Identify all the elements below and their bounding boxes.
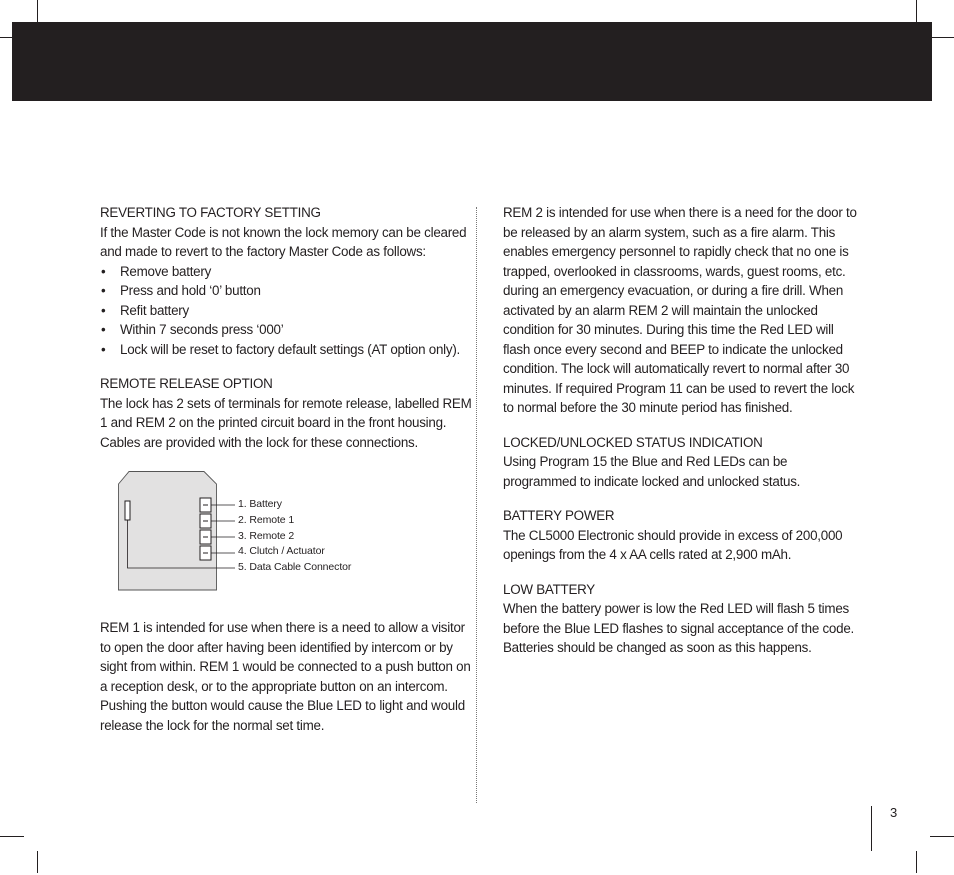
crop-mark (0, 836, 24, 837)
diagram-label: 2. Remote 1 (238, 513, 295, 526)
paragraph: The lock has 2 sets of terminals for remote release, labelled REM 1 and REM 2 on the printed circuit board in the front housing. Cables are provided with the lock for these connections. (100, 395, 472, 450)
rem2-section (503, 203, 859, 418)
column-divider (476, 207, 477, 803)
rem1-label: REM 1 (100, 620, 140, 635)
right-column (503, 203, 859, 673)
remote-section (100, 374, 472, 452)
crop-mark (930, 836, 954, 837)
diagram-label: 5. Data Cable Connector (238, 561, 352, 574)
list-item: • Lock will be reset to factory default settings (AT option only). (100, 340, 472, 360)
page-number: 3 (890, 805, 898, 820)
list-item: • Refit battery (100, 301, 472, 321)
section-heading: BATTERY POWER (503, 508, 615, 523)
paragraph: When the battery power is low the Red LED will flash 5 times before the Blue LED flashes to signal acceptance of the code. Batteries should be changed as soon as this happens. (503, 601, 854, 655)
battery-section (503, 506, 859, 565)
crop-mark (37, 851, 38, 873)
rem2-label: REM 2 (503, 205, 543, 220)
list-item: • Within 7 seconds press ‘000’ (100, 320, 472, 340)
section-heading: REVERTING TO FACTORY SETTING (100, 205, 321, 220)
paragraph: Using Program 15 the Blue and Red LEDs can be programmed to indicate locked and unlocked status. (503, 454, 801, 489)
paragraph: If the Master Code is not known the lock memory can be cleared and made to revert to the factory Master Code as follows: (100, 224, 467, 259)
list-item: • Remove battery (100, 262, 472, 282)
list-item: • Press and hold ‘0’ button (100, 281, 472, 301)
diagram-label: 1. Battery (238, 498, 282, 510)
rem2-paragraph (503, 203, 859, 418)
status-section (503, 433, 859, 492)
crop-mark (916, 851, 917, 873)
page-number-rule (871, 806, 872, 851)
rem1-body: is intended for use when there is a need to allow a visitor to open the door after having been identified by intercom or by sight from within. REM 1 would be connected to a push button on a reception desk, or to the appropriate button on an intercom. Pushing the button would cause the Blue LED to light and would release the lock for the normal set time. (100, 620, 471, 733)
section-heading: LOW BATTERY (503, 581, 595, 597)
diagram-label: 4. Clutch / Actuator (238, 545, 325, 558)
low-battery-section (503, 580, 859, 658)
rem1-paragraph (100, 618, 472, 735)
factory-section (100, 203, 472, 359)
diagram-label: 3. Remote 2 (238, 529, 295, 542)
left-column (100, 203, 472, 467)
section-heading: LOCKED/UNLOCKED STATUS INDICATION (503, 434, 763, 450)
bullet-list (100, 262, 472, 360)
data-cable-connector (125, 501, 130, 520)
rem2-body: is intended for use when there is a need for the door to be released by an alarm system, such as a fire alarm. This enables emergency personnel to rapidly check that no one is trapped, overlooked in classrooms, wards, guest rooms, etc. during an emergency evacuation, or during a fire drill. When activated by an alarm REM 2 will maintain the unlocked condition for 30 minutes. During this time the Red LED will flash once every second and BEEP to indicate the unlocked condition. The lock will automatically revert to normal after 30 minutes. If required Program 11 can be used to revert the lock to normal before the 30 minute period has finished. (503, 205, 857, 415)
diagram-legend (238, 497, 351, 576)
header-bar (12, 22, 932, 101)
crop-mark (37, 0, 38, 22)
paragraph: The CL5000 Electronic should provide in excess of 200,000 openings from the 4 x AA cells rated at 2,900 mAh. (503, 527, 843, 562)
crop-mark (916, 0, 917, 22)
section-heading: REMOTE RELEASE OPTION (100, 376, 273, 391)
crop-mark (930, 37, 954, 38)
rem1-column (100, 618, 472, 735)
